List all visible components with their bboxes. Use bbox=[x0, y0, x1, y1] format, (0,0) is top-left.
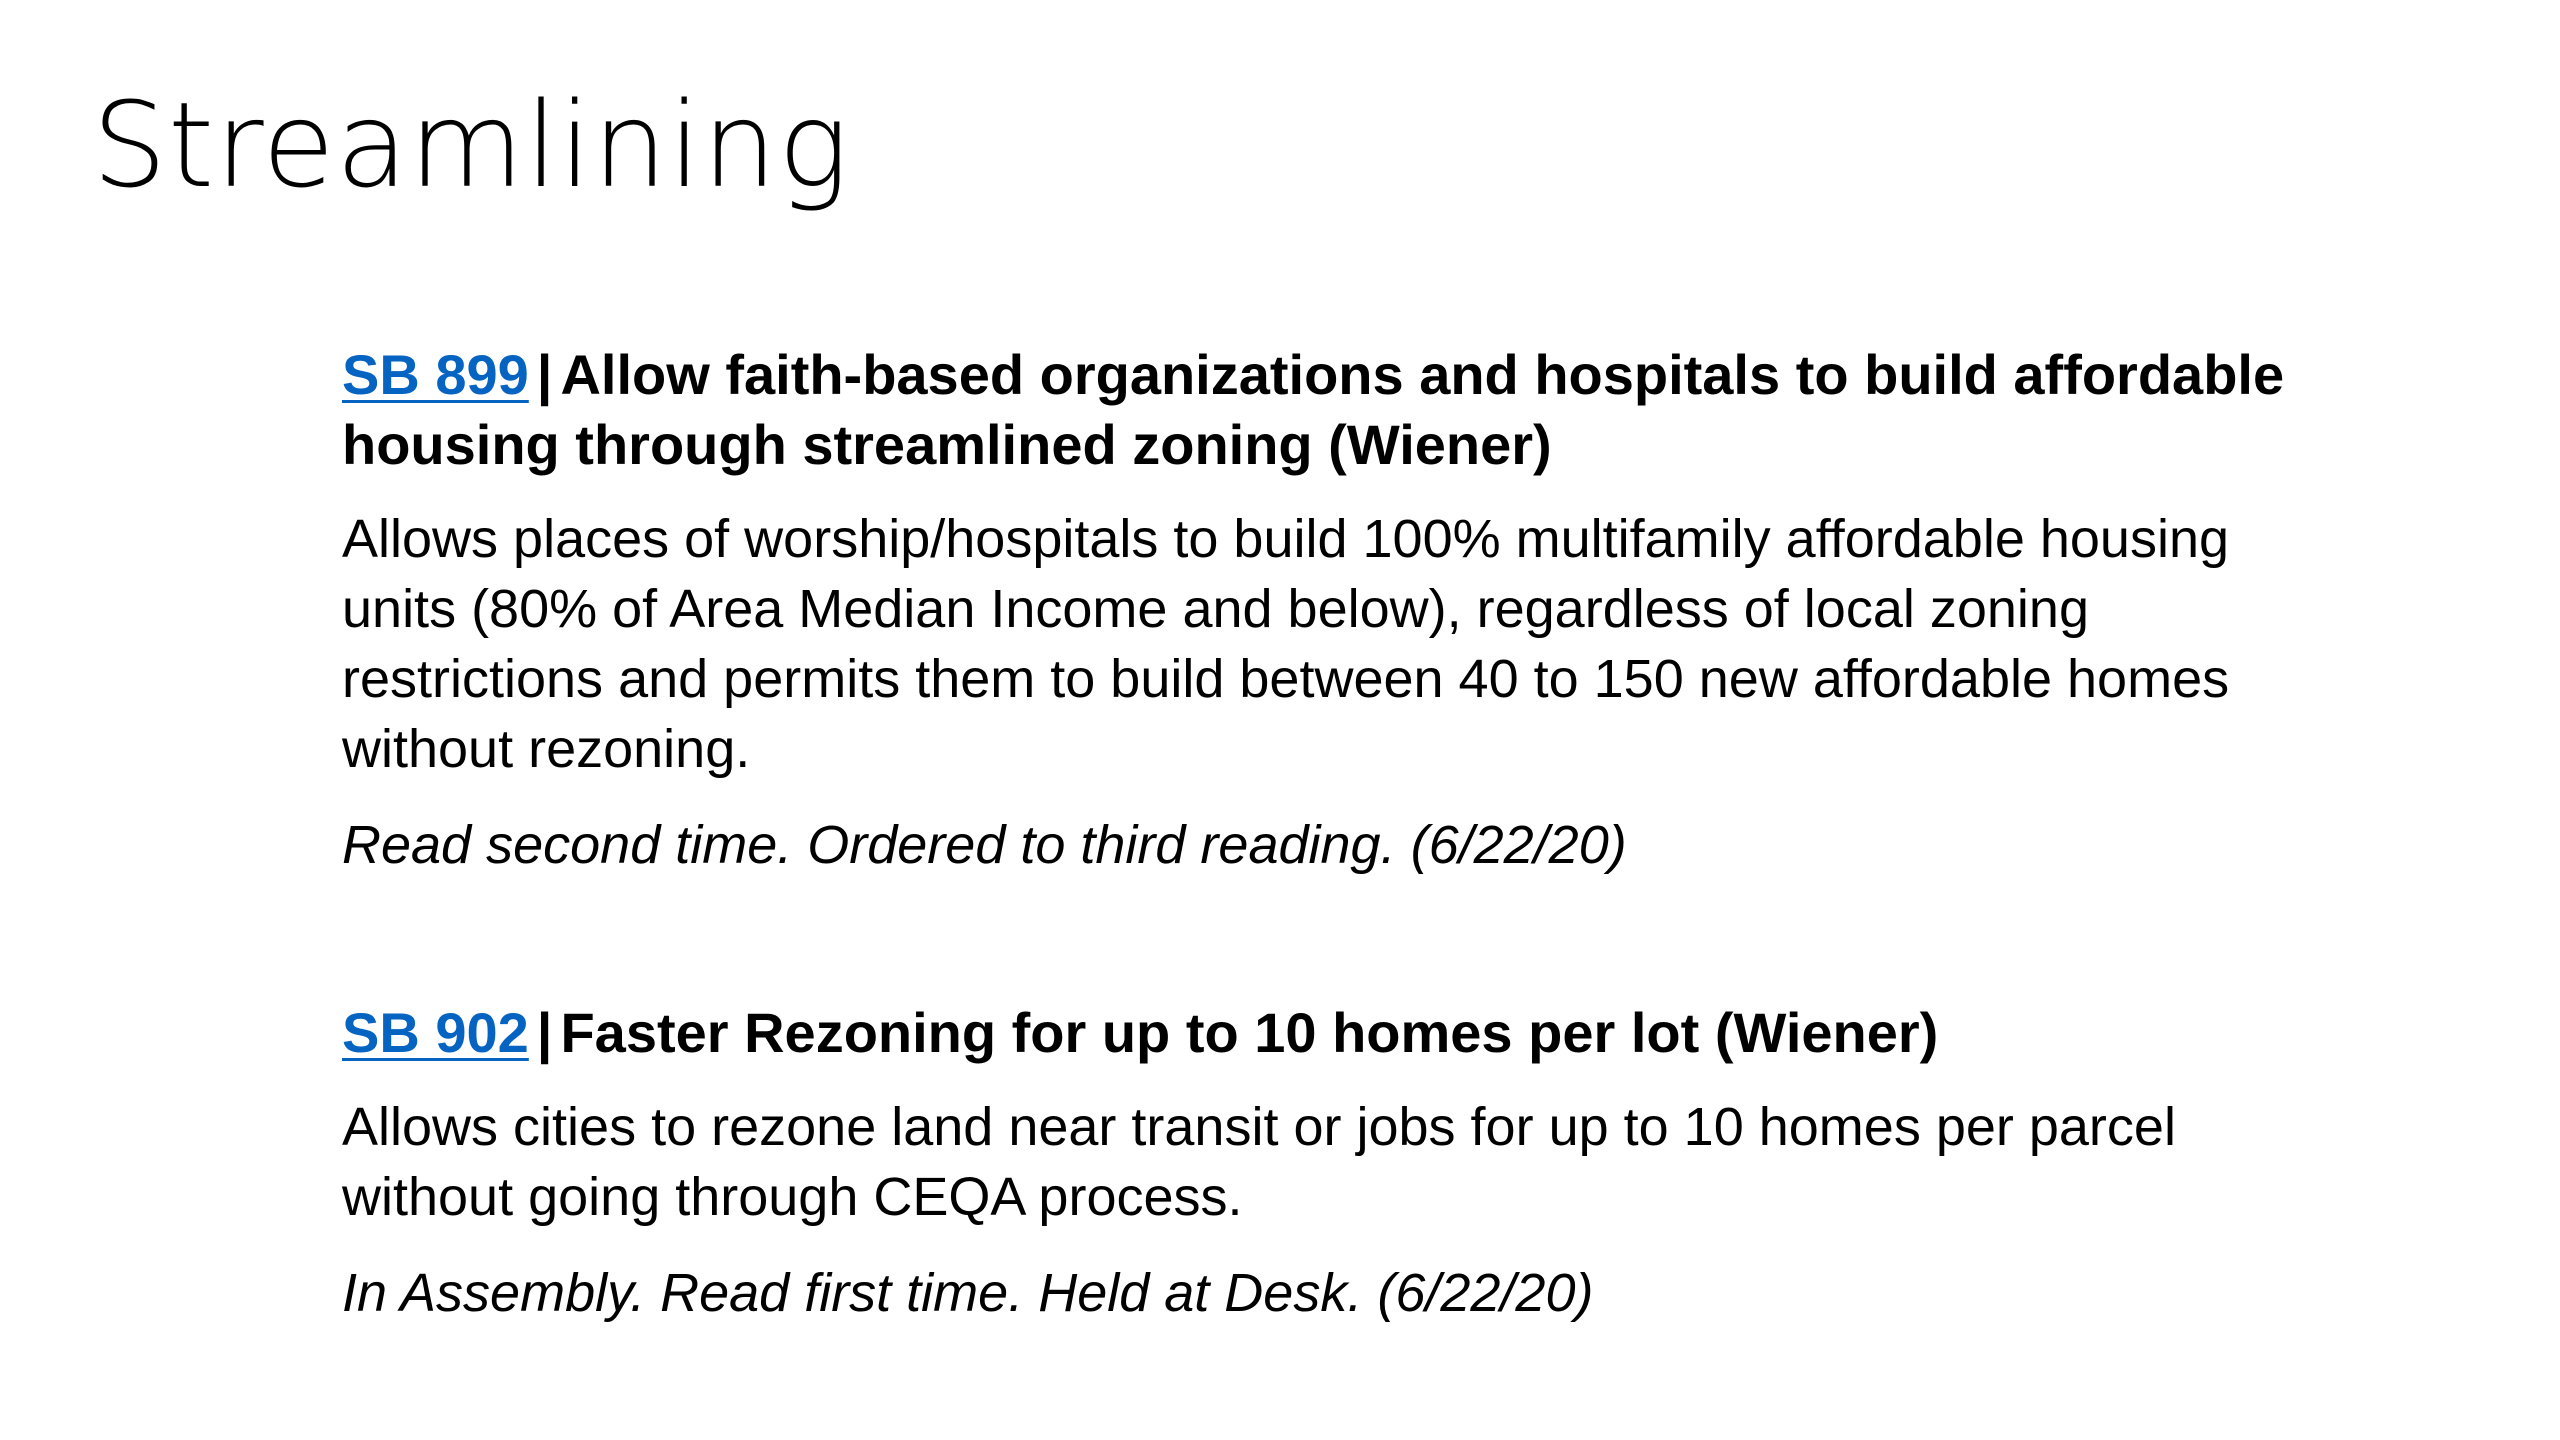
bill-heading bbox=[342, 340, 2292, 480]
bill-heading bbox=[342, 998, 2292, 1068]
bill-status: Read second time. Ordered to third reading. (6/22/20) bbox=[342, 815, 1627, 875]
bill-item-sb-902 bbox=[342, 998, 2292, 1328]
bill-separator: | bbox=[536, 1001, 553, 1064]
bill-status: In Assembly. Read first time. Held at Desk. (6/22/20) bbox=[342, 1263, 1594, 1323]
bill-title: Faster Rezoning for up to 10 homes per lot (Wiener) bbox=[560, 1001, 1939, 1064]
bill-link-sb-902[interactable]: SB 902 bbox=[342, 1001, 529, 1064]
bill-description: Allows places of worship/hospitals to build 100% multifamily affordable housing units (80% of Area Median Income and below), regardless of local zoning restrictions and permits them to build between 40 to 150 new affordable homes without rezoning. bbox=[342, 509, 2230, 779]
bill-description: Allows cities to rezone land near transit or jobs for up to 10 homes per parcel without going through CEQA process. bbox=[342, 1097, 2176, 1227]
bill-list bbox=[342, 340, 2292, 1328]
slide-title: Streamlining bbox=[92, 76, 850, 214]
bill-title: Allow faith-based organizations and hospitals to build affordable housing through streamlined zoning (Wiener) bbox=[342, 343, 2285, 476]
bill-separator: | bbox=[536, 343, 553, 406]
bill-link-sb-899[interactable]: SB 899 bbox=[342, 343, 529, 406]
bill-item-sb-899 bbox=[342, 340, 2292, 880]
